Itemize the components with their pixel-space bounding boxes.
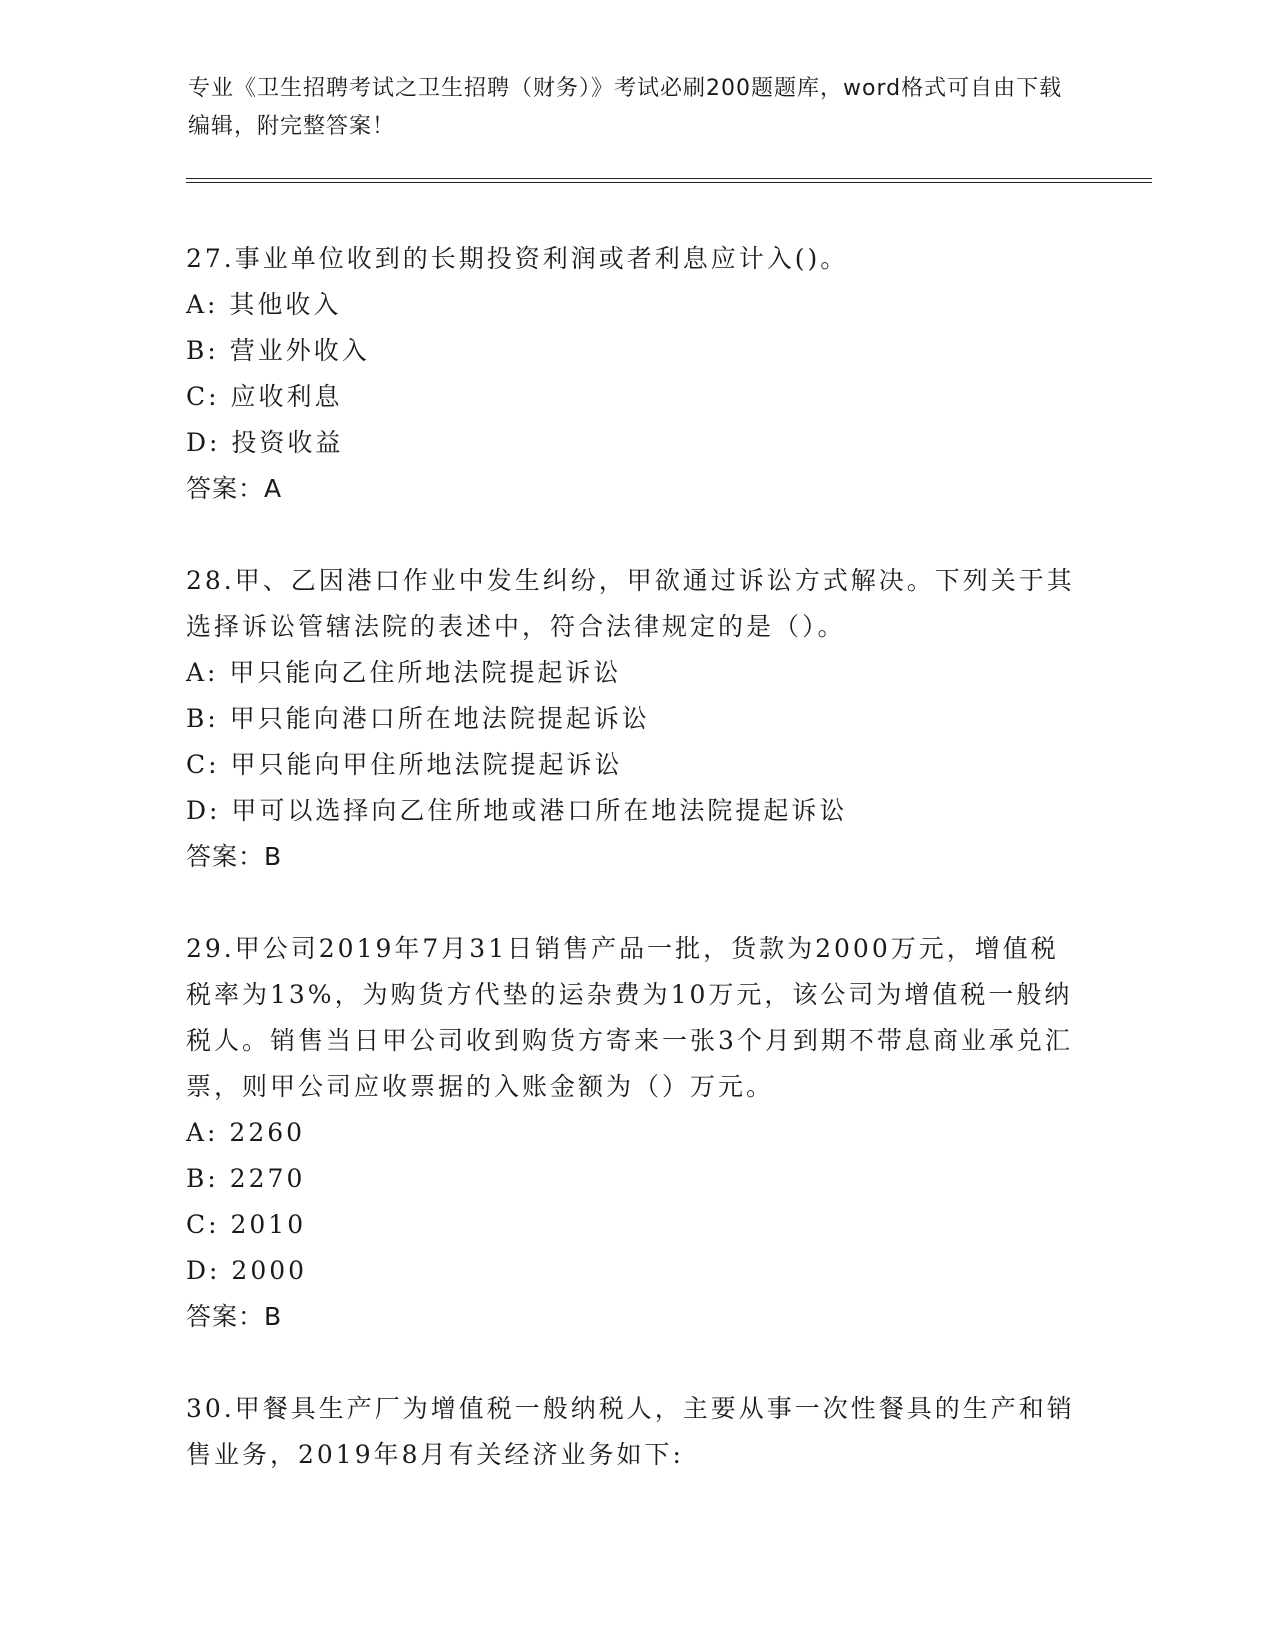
header-divider-bottom [186, 182, 1152, 183]
option-a: A: 甲只能向乙住所地法院提起诉讼 [186, 658, 622, 687]
question-28 [186, 558, 1086, 880]
option-a: A: 2260 [186, 1118, 306, 1147]
option-d: D: 投资收益 [186, 428, 344, 457]
document-header: 专业《卫生招聘考试之卫生招聘（财务）》考试必刷200题题库，word格式可自由下载编辑，附完整答案！ [188, 76, 1063, 139]
answer: 答案：A [186, 474, 283, 503]
option-d: D: 2000 [186, 1256, 308, 1285]
option-d: D: 甲可以选择向乙住所地或港口所在地法院提起诉讼 [186, 796, 848, 825]
question-stem: 28.甲、乙因港口作业中发生纠纷，甲欲通过诉讼方式解决。下列关于其选择诉讼管辖法院的表述中，符合法律规定的是（）。 [186, 566, 1075, 641]
spacer [186, 512, 1086, 558]
option-c: C: 2010 [186, 1210, 307, 1239]
option-b: B: 甲只能向港口所在地法院提起诉讼 [186, 704, 650, 733]
answer: 答案：B [186, 1302, 283, 1331]
option-a: A: 其他收入 [186, 290, 342, 319]
question-stem: 29.甲公司2019年7月31日销售产品一批，货款为2000万元，增值税税率为13%，为购货方代垫的运杂费为10万元，该公司为增值税一般纳税人。销售当日甲公司收到购货方寄来一张3个月到期不带息商业承兑汇票，则甲公司应收票据的入账金额为（）万元。 [186, 934, 1073, 1101]
header-divider-top [186, 178, 1152, 179]
option-b: B: 2270 [186, 1164, 306, 1193]
question-27 [186, 236, 1086, 512]
question-30 [186, 1386, 1086, 1478]
answer: 答案：B [186, 842, 283, 871]
question-stem: 30.甲餐具生产厂为增值税一般纳税人，主要从事一次性餐具的生产和销售业务，2019年8月有关经济业务如下: [186, 1394, 1075, 1469]
question-list [186, 236, 1086, 1478]
option-c: C: 甲只能向甲住所地法院提起诉讼 [186, 750, 623, 779]
option-c: C: 应收利息 [186, 382, 343, 411]
option-b: B: 营业外收入 [186, 336, 370, 365]
question-stem: 27.事业单位收到的长期投资利润或者利息应计入()。 [186, 244, 849, 273]
question-29 [186, 926, 1086, 1340]
spacer [186, 1340, 1086, 1386]
spacer [186, 880, 1086, 926]
